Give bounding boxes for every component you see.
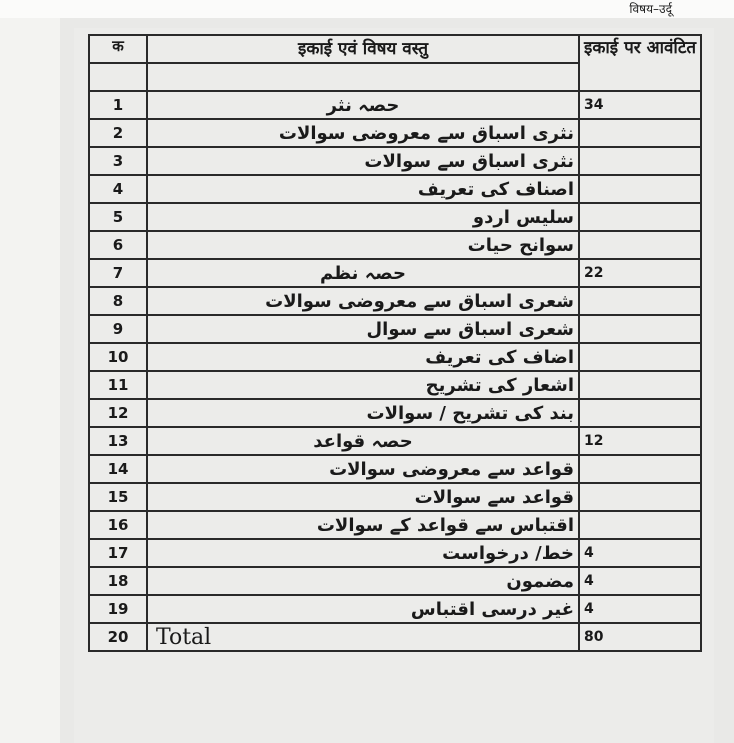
row-topic: خط/ درخواست (147, 539, 579, 567)
row-allocation: 12 (579, 427, 701, 455)
row-topic: اقتباس سے قواعد کے سوالات (147, 511, 579, 539)
row-allocation (579, 455, 701, 483)
row-serial: 4 (89, 175, 147, 203)
row-allocation (579, 287, 701, 315)
row-allocation (579, 231, 701, 259)
row-serial: 3 (89, 147, 147, 175)
row-allocation: 80 (579, 623, 701, 651)
header-allocation: इकाई पर आवंटित (579, 35, 701, 91)
row-allocation (579, 371, 701, 399)
row-topic: نثری اسباق سے معروضی سوالات (147, 119, 579, 147)
row-topic: قواعد سے معروضی سوالات (147, 455, 579, 483)
header-topic: इकाई एवं विषय वस्तु (147, 35, 579, 63)
row-allocation (579, 343, 701, 371)
row-serial: 5 (89, 203, 147, 231)
table-row (89, 175, 701, 203)
row-allocation: 4 (579, 567, 701, 595)
row-topic: شعری اسباق سے معروضی سوالات (147, 287, 579, 315)
row-allocation (579, 203, 701, 231)
row-topic: مضمون (147, 567, 579, 595)
table-row (89, 623, 701, 651)
row-topic: قواعد سے سوالات (147, 483, 579, 511)
table-row (89, 231, 701, 259)
row-serial: 2 (89, 119, 147, 147)
row-allocation: 4 (579, 539, 701, 567)
table-row (89, 371, 701, 399)
table-row (89, 259, 701, 287)
row-topic: اضاف کی تعریف (147, 343, 579, 371)
row-topic: اصناف کی تعریف (147, 175, 579, 203)
table-row (89, 287, 701, 315)
row-topic: بند کی تشریح / سوالات (147, 399, 579, 427)
row-topic: Total (147, 623, 579, 651)
row-serial: 20 (89, 623, 147, 651)
row-topic: اشعار کی تشریح (147, 371, 579, 399)
row-serial: 19 (89, 595, 147, 623)
row-serial: 13 (89, 427, 147, 455)
row-serial: 1 (89, 91, 147, 119)
table-row (89, 91, 701, 119)
syllabus-table (88, 34, 702, 652)
row-serial: 11 (89, 371, 147, 399)
row-topic: غیر درسی اقتباس (147, 595, 579, 623)
row-topic: حصہ نثر (147, 91, 579, 119)
table-row (89, 455, 701, 483)
row-serial: 18 (89, 567, 147, 595)
header-serial: क (89, 35, 147, 63)
table-row (89, 511, 701, 539)
row-topic: سلیس اردو (147, 203, 579, 231)
row-topic: شعری اسباق سے سوال (147, 315, 579, 343)
table-row (89, 147, 701, 175)
spacer-cell (89, 63, 147, 91)
row-serial: 7 (89, 259, 147, 287)
table-row (89, 595, 701, 623)
row-topic: نثری اسباق سے سوالات (147, 147, 579, 175)
table-header-row (89, 35, 701, 63)
row-serial: 6 (89, 231, 147, 259)
row-allocation: 4 (579, 595, 701, 623)
row-topic: حصہ نظم (147, 259, 579, 287)
row-topic: حصہ قواعد (147, 427, 579, 455)
table-row (89, 483, 701, 511)
row-allocation (579, 119, 701, 147)
row-allocation: 34 (579, 91, 701, 119)
row-topic: سوانح حیات (147, 231, 579, 259)
row-serial: 8 (89, 287, 147, 315)
row-allocation (579, 175, 701, 203)
page-top-strip (0, 0, 734, 18)
table-row (89, 539, 701, 567)
subject-label: विषय–उर्दू (629, 2, 672, 16)
row-allocation (579, 511, 701, 539)
table-row (89, 203, 701, 231)
table-row (89, 343, 701, 371)
row-serial: 14 (89, 455, 147, 483)
row-allocation (579, 483, 701, 511)
row-serial: 17 (89, 539, 147, 567)
spacer-cell (147, 63, 579, 91)
row-serial: 10 (89, 343, 147, 371)
table-row (89, 427, 701, 455)
row-serial: 15 (89, 483, 147, 511)
table-row (89, 567, 701, 595)
table-row (89, 399, 701, 427)
row-serial: 16 (89, 511, 147, 539)
row-serial: 9 (89, 315, 147, 343)
row-allocation (579, 147, 701, 175)
row-allocation (579, 399, 701, 427)
table-row (89, 119, 701, 147)
row-allocation (579, 315, 701, 343)
row-serial: 12 (89, 399, 147, 427)
row-allocation: 22 (579, 259, 701, 287)
table-row (89, 315, 701, 343)
